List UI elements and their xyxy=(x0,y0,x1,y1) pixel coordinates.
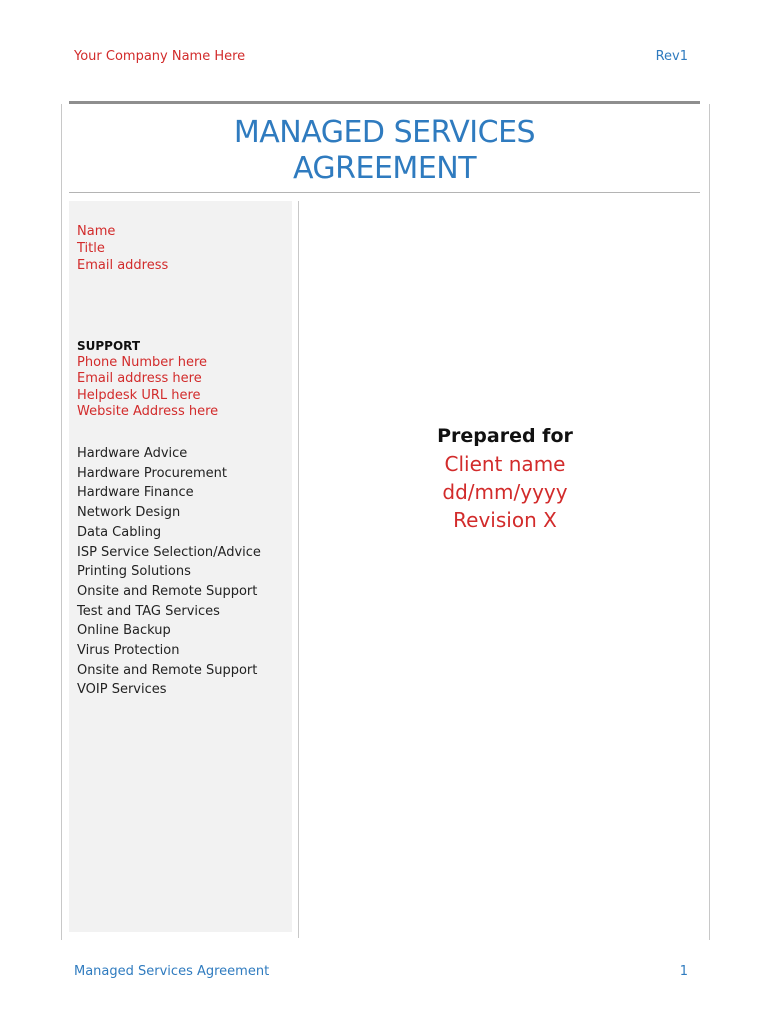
contact-block xyxy=(77,223,168,274)
header-company-name: Your Company Name Here xyxy=(74,49,246,64)
service-item: Hardware Procurement xyxy=(77,465,227,481)
services-list xyxy=(77,444,261,700)
title-line-2: AGREEMENT xyxy=(292,151,477,186)
service-item: Hardware Advice xyxy=(77,446,188,461)
service-item: ISP Service Selection/Advice xyxy=(77,544,261,560)
right-border-line xyxy=(709,104,710,940)
contact-title: Title xyxy=(77,241,105,256)
prepared-for-label: Prepared for xyxy=(437,425,573,447)
service-item: Onsite and Remote Support xyxy=(77,662,258,678)
service-item: Online Backup xyxy=(77,623,171,639)
service-item: Virus Protection xyxy=(77,643,180,659)
title-rule xyxy=(69,192,700,193)
service-item: Hardware Finance xyxy=(77,485,194,501)
client-name: Client name xyxy=(444,452,566,476)
service-item: Test and TAG Services xyxy=(77,603,220,619)
support-phone: Phone Number here xyxy=(77,354,208,370)
support-label: SUPPORT xyxy=(77,339,141,353)
service-item: VOIP Services xyxy=(77,682,167,698)
support-block xyxy=(77,338,218,421)
footer-title: Managed Services Agreement xyxy=(74,964,270,979)
footer-page-number: 1 xyxy=(679,964,688,979)
title-line-1: MANAGED SERVICES xyxy=(233,115,536,150)
prepared-revision: Revision X xyxy=(453,508,557,532)
prepared-for-block xyxy=(405,422,605,534)
header-revision: Rev1 xyxy=(655,49,688,64)
support-email: Email address here xyxy=(77,371,202,386)
contact-name: Name xyxy=(77,224,116,239)
top-rule xyxy=(69,101,700,104)
service-item: Data Cabling xyxy=(77,524,162,540)
service-item: Printing Solutions xyxy=(77,564,191,580)
contact-email: Email address xyxy=(77,258,169,273)
service-item: Network Design xyxy=(77,505,181,521)
support-helpdesk: Helpdesk URL here xyxy=(77,387,201,403)
document-title xyxy=(69,115,700,187)
left-border-line xyxy=(61,104,62,940)
service-item: Onsite and Remote Support xyxy=(77,583,258,599)
support-website: Website Address here xyxy=(77,404,219,419)
prepared-date: dd/mm/yyyy xyxy=(442,480,568,504)
main-divider xyxy=(298,201,299,938)
